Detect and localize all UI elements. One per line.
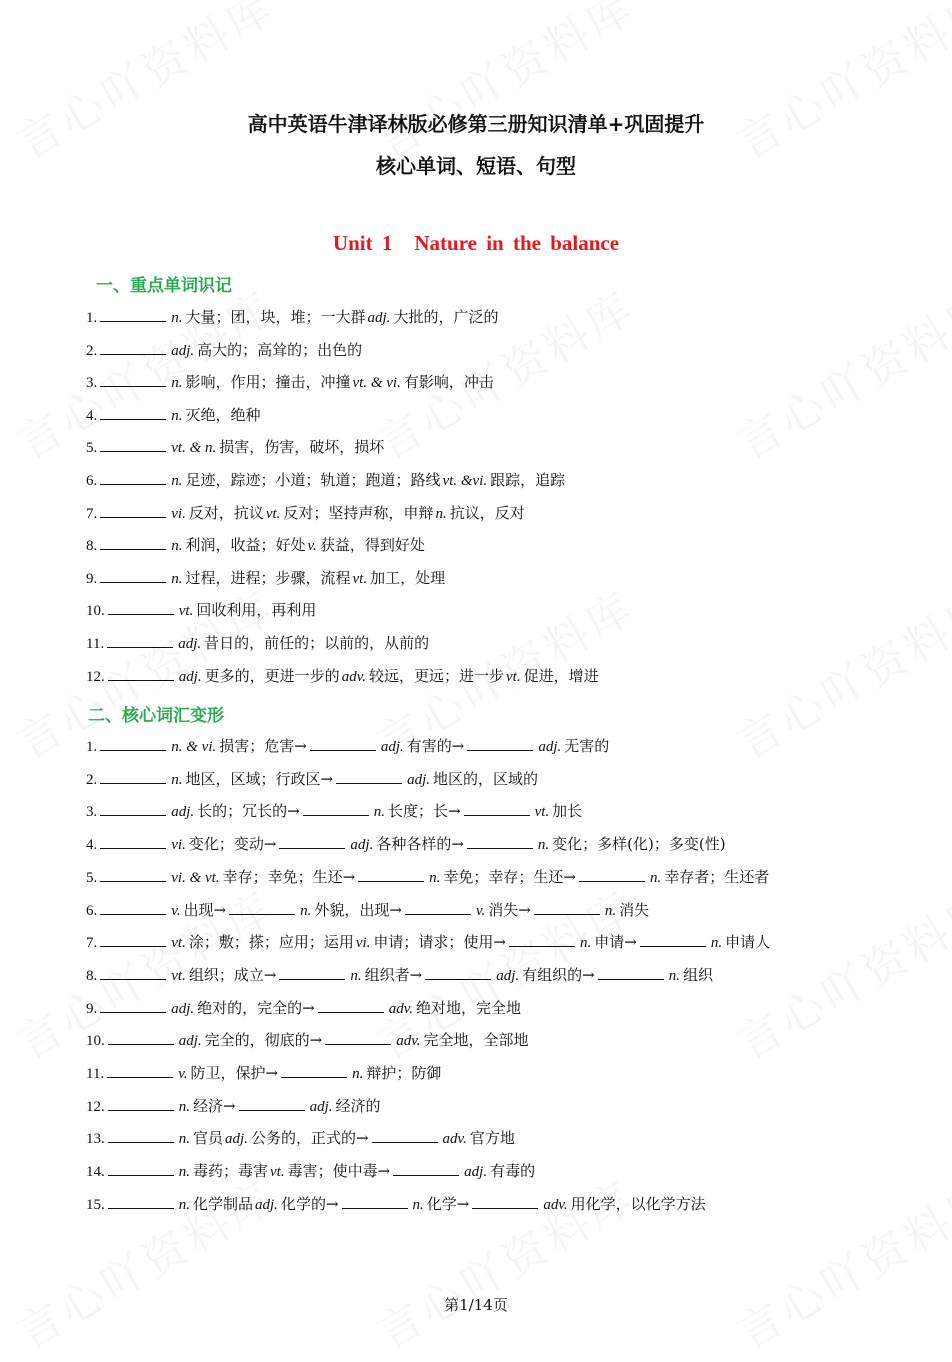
answer-blank[interactable] xyxy=(509,932,575,947)
definition-text: 绝对地，完全地 xyxy=(416,998,522,1017)
item-number: 9. xyxy=(86,570,98,587)
list-item xyxy=(86,867,769,888)
item-number: 3. xyxy=(86,375,98,392)
part-of-speech: vi. xyxy=(171,837,186,854)
list-item xyxy=(86,470,565,491)
definition-text: 化学→ xyxy=(426,1194,470,1213)
answer-blank[interactable] xyxy=(393,1161,459,1176)
unit-heading xyxy=(0,231,952,256)
definition-text: 出现→ xyxy=(183,900,227,919)
list-item xyxy=(86,535,425,556)
part-of-speech: adj. xyxy=(309,1098,333,1115)
list-item xyxy=(86,405,261,426)
list-item xyxy=(86,340,362,361)
part-of-speech: adv. xyxy=(442,1131,467,1148)
answer-blank[interactable] xyxy=(100,801,166,816)
answer-blank[interactable] xyxy=(579,867,645,882)
item-number: 6. xyxy=(86,473,98,489)
definition-text: 高大的；高耸的；出色的 xyxy=(197,340,363,359)
definition-text: 经济→ xyxy=(193,1096,236,1115)
definition-text: 反对；坚持声称，申辩 xyxy=(283,503,434,522)
part-of-speech: n. xyxy=(178,1164,190,1181)
part-of-speech: adj. xyxy=(178,1033,202,1050)
part-of-speech: n. xyxy=(171,570,183,587)
definition-text: 获益，得到好处 xyxy=(319,536,425,555)
definition-text: 足迹，踪迹；小道；轨道；跑道；路线 xyxy=(185,471,441,489)
answer-blank[interactable] xyxy=(100,437,166,452)
definition-text: 有毒的 xyxy=(490,1162,536,1181)
list-item xyxy=(86,769,538,790)
answer-blank[interactable] xyxy=(108,1161,174,1176)
definition-text: 完全的，彻底的→ xyxy=(204,1031,323,1050)
definition-text: 申请→ xyxy=(594,933,637,952)
definition-text: 消失→ xyxy=(488,900,531,919)
answer-blank[interactable] xyxy=(100,503,166,518)
part-of-speech: n. xyxy=(171,473,183,489)
part-of-speech: n. xyxy=(604,902,617,919)
answer-blank[interactable] xyxy=(303,801,369,816)
part-of-speech: vt. xyxy=(265,505,281,522)
definition-text: 毒害；使中毒→ xyxy=(287,1162,391,1181)
definition-text: 各种各样的→ xyxy=(376,835,464,854)
unit-number: Unit 1 xyxy=(332,231,393,255)
answer-blank[interactable] xyxy=(107,1063,173,1078)
definition-text: 化学的→ xyxy=(280,1194,339,1213)
answer-blank[interactable] xyxy=(100,405,166,420)
answer-blank[interactable] xyxy=(534,900,600,915)
definition-text: 有害的→ xyxy=(406,737,465,755)
answer-blank[interactable] xyxy=(281,1063,347,1078)
part-of-speech: vt. xyxy=(270,1164,285,1181)
section-heading-word-forms: 二、核心词汇变形 xyxy=(88,706,224,726)
definition-text: 地区，区域；行政区→ xyxy=(185,769,334,788)
answer-blank[interactable] xyxy=(318,998,384,1013)
item-number: 4. xyxy=(86,837,98,854)
answer-blank[interactable] xyxy=(342,1194,408,1209)
answer-blank[interactable] xyxy=(372,1128,438,1143)
item-number: 11. xyxy=(86,636,105,652)
part-of-speech: vt. xyxy=(352,570,368,587)
answer-blank[interactable] xyxy=(310,736,376,751)
list-item xyxy=(86,834,726,855)
answer-blank[interactable] xyxy=(229,900,295,915)
definition-text: 消失 xyxy=(619,900,650,919)
part-of-speech: vt. xyxy=(171,935,186,952)
unit-name: Nature in the balance xyxy=(414,231,620,255)
item-number: 7. xyxy=(86,935,98,952)
part-of-speech: v. xyxy=(171,902,181,919)
part-of-speech: vt. & vi. xyxy=(352,375,401,392)
item-number: 1. xyxy=(86,310,98,326)
answer-blank[interactable] xyxy=(336,769,402,784)
list-item xyxy=(86,503,525,524)
answer-blank[interactable] xyxy=(279,834,345,849)
definition-text: 经济的 xyxy=(335,1096,381,1115)
list-item xyxy=(86,666,599,687)
answer-blank[interactable] xyxy=(472,1194,538,1209)
part-of-speech: adj. xyxy=(225,1131,248,1148)
definition-text: 有影响，冲击 xyxy=(403,373,494,392)
list-item xyxy=(86,900,649,921)
definition-text: 用化学，以化学方法 xyxy=(570,1194,706,1213)
item-number: 15. xyxy=(86,1196,105,1213)
definition-text: 无害的 xyxy=(564,737,610,755)
watermark xyxy=(723,1162,952,1361)
part-of-speech: adv. xyxy=(543,1196,568,1213)
answer-blank[interactable] xyxy=(464,801,530,816)
part-of-speech: adj. xyxy=(350,837,374,854)
part-of-speech: n. xyxy=(171,407,183,424)
answer-blank[interactable] xyxy=(467,834,533,849)
part-of-speech: vt. xyxy=(171,967,186,984)
part-of-speech: n. & vi. xyxy=(171,739,217,755)
definition-text: 利润，收益；好处 xyxy=(185,536,306,555)
part-of-speech: adj. xyxy=(407,771,430,788)
definition-text: 组织；成立→ xyxy=(188,965,277,984)
part-of-speech: adv. xyxy=(341,668,366,685)
definition-text: 组织者→ xyxy=(364,965,423,984)
answer-blank[interactable] xyxy=(100,470,166,485)
part-of-speech: n. xyxy=(412,1196,424,1213)
definition-text: 变化；多样(化)；多变(性) xyxy=(552,835,726,854)
definition-text: 有组织的→ xyxy=(522,965,595,984)
list-item xyxy=(86,1096,381,1117)
answer-blank[interactable] xyxy=(239,1096,305,1111)
part-of-speech: n. xyxy=(352,1066,364,1082)
item-number: 13. xyxy=(86,1131,105,1148)
definition-text: 外貌，出现→ xyxy=(314,900,402,919)
list-item xyxy=(86,372,494,393)
answer-blank[interactable] xyxy=(100,736,166,751)
answer-blank[interactable] xyxy=(467,736,533,751)
part-of-speech: n. xyxy=(373,804,385,821)
definition-text: 促进，增进 xyxy=(523,666,599,685)
definition-text: 加长 xyxy=(552,802,583,821)
answer-blank[interactable] xyxy=(100,340,166,355)
answer-blank[interactable] xyxy=(100,834,166,849)
item-number: 10. xyxy=(86,603,105,620)
item-number: 9. xyxy=(86,1000,98,1017)
definition-text: 较远，更远；进一步 xyxy=(368,666,504,685)
answer-blank[interactable] xyxy=(100,372,166,387)
answer-blank[interactable] xyxy=(100,867,166,882)
part-of-speech: n. xyxy=(171,375,183,392)
part-of-speech: n. xyxy=(668,967,680,984)
part-of-speech: adj. xyxy=(171,1000,195,1017)
list-item xyxy=(86,307,498,328)
part-of-speech: n. xyxy=(537,837,550,854)
part-of-speech: vi. & vt. xyxy=(171,869,220,886)
part-of-speech: n. xyxy=(350,967,362,984)
watermark xyxy=(723,0,952,172)
watermark xyxy=(723,572,952,771)
definition-text: 回收利用，再利用 xyxy=(196,601,317,620)
item-number: 2. xyxy=(86,771,98,788)
watermark xyxy=(3,0,284,172)
part-of-speech: n. xyxy=(178,1196,190,1213)
part-of-speech: adj. xyxy=(367,310,391,326)
definition-text: 变化；变动→ xyxy=(188,835,277,854)
list-item xyxy=(86,633,429,654)
part-of-speech: adj. xyxy=(464,1164,488,1181)
answer-blank[interactable] xyxy=(279,965,345,980)
part-of-speech: adj. xyxy=(380,739,404,755)
part-of-speech: n. xyxy=(171,310,183,326)
list-item xyxy=(86,736,609,757)
list-item xyxy=(86,965,713,986)
answer-blank[interactable] xyxy=(107,633,173,648)
list-item xyxy=(86,1128,515,1149)
definition-text: 幸免；幸存；生还→ xyxy=(443,867,576,886)
definition-text: 申请人 xyxy=(725,933,771,952)
item-number: 12. xyxy=(86,668,105,685)
item-number: 8. xyxy=(86,967,98,984)
part-of-speech: n. xyxy=(429,869,441,886)
definition-text: 过程，进程；步骤，流程 xyxy=(185,568,351,587)
list-item xyxy=(86,600,316,621)
answer-blank[interactable] xyxy=(100,535,166,550)
definition-text: 大批的，广泛的 xyxy=(393,308,499,326)
part-of-speech: n. xyxy=(435,505,447,522)
part-of-speech: v. xyxy=(307,538,317,555)
part-of-speech: adj. xyxy=(255,1196,278,1213)
part-of-speech: adj. xyxy=(178,636,202,652)
item-number: 14. xyxy=(86,1164,105,1181)
part-of-speech: v. xyxy=(178,1066,188,1082)
answer-blank[interactable] xyxy=(100,307,166,322)
item-number: 6. xyxy=(86,902,98,919)
answer-blank[interactable] xyxy=(405,900,471,915)
list-item xyxy=(86,998,521,1019)
list-item xyxy=(86,437,384,458)
part-of-speech: vt. xyxy=(178,603,194,620)
definition-text: 抗议，反对 xyxy=(449,503,525,522)
part-of-speech: vt. &vi. xyxy=(442,473,488,489)
page-title: 高中英语牛津译林版必修第三册知识清单+巩固提升 xyxy=(247,112,705,136)
definition-text: 化学制品 xyxy=(193,1194,254,1213)
answer-blank[interactable] xyxy=(358,867,424,882)
watermark xyxy=(723,872,952,1071)
section-heading-vocab: 一、重点单词识记 xyxy=(96,276,232,296)
definition-text: 涂；敷；搽；应用；运用 xyxy=(188,933,354,952)
definition-text: 官方地 xyxy=(469,1129,515,1148)
item-number: 5. xyxy=(86,440,98,457)
part-of-speech: n. xyxy=(178,1098,190,1115)
answer-blank[interactable] xyxy=(108,1194,174,1209)
page-number: 第1/14页 xyxy=(444,1296,508,1314)
answer-blank[interactable] xyxy=(598,965,664,980)
answer-blank[interactable] xyxy=(640,932,706,947)
definition-text: 长度；长→ xyxy=(388,802,461,821)
part-of-speech: adj. xyxy=(178,668,202,685)
answer-blank[interactable] xyxy=(100,769,166,784)
definition-text: 幸存者；生还者 xyxy=(664,867,770,886)
definition-text: 公务的，正式的→ xyxy=(250,1129,369,1148)
part-of-speech: adj. xyxy=(538,739,562,755)
list-item xyxy=(86,801,582,822)
watermark xyxy=(723,272,952,471)
list-item xyxy=(86,1030,529,1051)
part-of-speech: vi. xyxy=(171,505,186,522)
definition-text: 影响，作用；撞击，冲撞 xyxy=(185,373,351,392)
definition-text: 反对，抗议 xyxy=(188,503,264,522)
definition-text: 绝对的，完全的→ xyxy=(197,998,315,1017)
item-number: 10. xyxy=(86,1033,105,1050)
part-of-speech: n. xyxy=(649,869,662,886)
list-item xyxy=(86,568,445,589)
item-number: 2. xyxy=(86,342,98,359)
item-number: 12. xyxy=(86,1098,105,1115)
part-of-speech: vi. xyxy=(355,935,371,952)
watermark xyxy=(3,1162,284,1361)
part-of-speech: adj. xyxy=(171,804,195,821)
definition-text: 损害；危害→ xyxy=(219,737,307,755)
answer-blank[interactable] xyxy=(108,1030,174,1045)
definition-text: 跟踪，追踪 xyxy=(490,471,566,489)
item-number: 8. xyxy=(86,538,98,555)
definition-text: 灭绝，绝种 xyxy=(185,405,261,424)
part-of-speech: n. xyxy=(300,902,312,919)
definition-text: 昔日的，前任的；以前的，从前的 xyxy=(204,634,430,652)
item-number: 3. xyxy=(86,804,98,821)
definition-text: 加工，处理 xyxy=(370,568,446,587)
answer-blank[interactable] xyxy=(100,932,166,947)
answer-blank[interactable] xyxy=(325,1030,391,1045)
definition-text: 毒药；毒害 xyxy=(193,1162,269,1181)
item-number: 11. xyxy=(86,1066,105,1082)
watermark xyxy=(363,0,644,172)
definition-text: 大量；团，块，堆；一大群 xyxy=(185,308,366,326)
list-item xyxy=(86,1194,706,1215)
item-number: 1. xyxy=(86,739,98,755)
part-of-speech: vt. xyxy=(534,804,550,821)
answer-blank[interactable] xyxy=(108,666,174,681)
answer-blank[interactable] xyxy=(100,900,166,915)
part-of-speech: n. xyxy=(710,935,723,952)
definition-text: 官员 xyxy=(193,1129,224,1148)
definition-text: 防卫，保护→ xyxy=(190,1064,279,1082)
answer-blank[interactable] xyxy=(100,998,166,1013)
answer-blank[interactable] xyxy=(100,568,166,583)
part-of-speech: n. xyxy=(171,538,183,555)
part-of-speech: vt. & n. xyxy=(171,440,217,457)
list-item xyxy=(86,1063,441,1084)
definition-text: 辩护；防御 xyxy=(366,1064,442,1082)
part-of-speech: adv. xyxy=(388,1000,414,1017)
part-of-speech: adv. xyxy=(396,1033,421,1050)
definition-text: 损害，伤害，破坏，损坏 xyxy=(219,438,385,457)
item-number: 5. xyxy=(86,869,98,886)
definition-text: 地区的，区域的 xyxy=(433,769,539,788)
answer-blank[interactable] xyxy=(108,600,174,615)
part-of-speech: vt. xyxy=(506,668,521,685)
definition-text: 完全地，全部地 xyxy=(423,1031,529,1050)
item-number: 7. xyxy=(86,505,98,522)
part-of-speech: n. xyxy=(178,1131,190,1148)
answer-blank[interactable] xyxy=(108,1128,174,1143)
part-of-speech: n. xyxy=(171,771,183,788)
list-item xyxy=(86,1161,535,1182)
part-of-speech: v. xyxy=(475,902,486,919)
part-of-speech: n. xyxy=(580,935,592,952)
part-of-speech: adj. xyxy=(171,342,195,359)
definition-text: 更多的，更进一步的 xyxy=(204,666,340,685)
part-of-speech: adj. xyxy=(496,967,520,984)
list-item xyxy=(86,932,770,953)
page-subtitle: 核心单词、短语、句型 xyxy=(376,154,576,178)
definition-text: 幸存；幸免；生还→ xyxy=(222,867,356,886)
definition-text: 组织 xyxy=(682,965,713,984)
answer-blank[interactable] xyxy=(425,965,491,980)
definition-text: 申请；请求；使用→ xyxy=(373,933,506,952)
definition-text: 长的；冗长的→ xyxy=(197,802,300,821)
item-number: 4. xyxy=(86,407,98,424)
watermark xyxy=(363,1162,644,1361)
answer-blank[interactable] xyxy=(108,1096,174,1111)
answer-blank[interactable] xyxy=(100,965,166,980)
